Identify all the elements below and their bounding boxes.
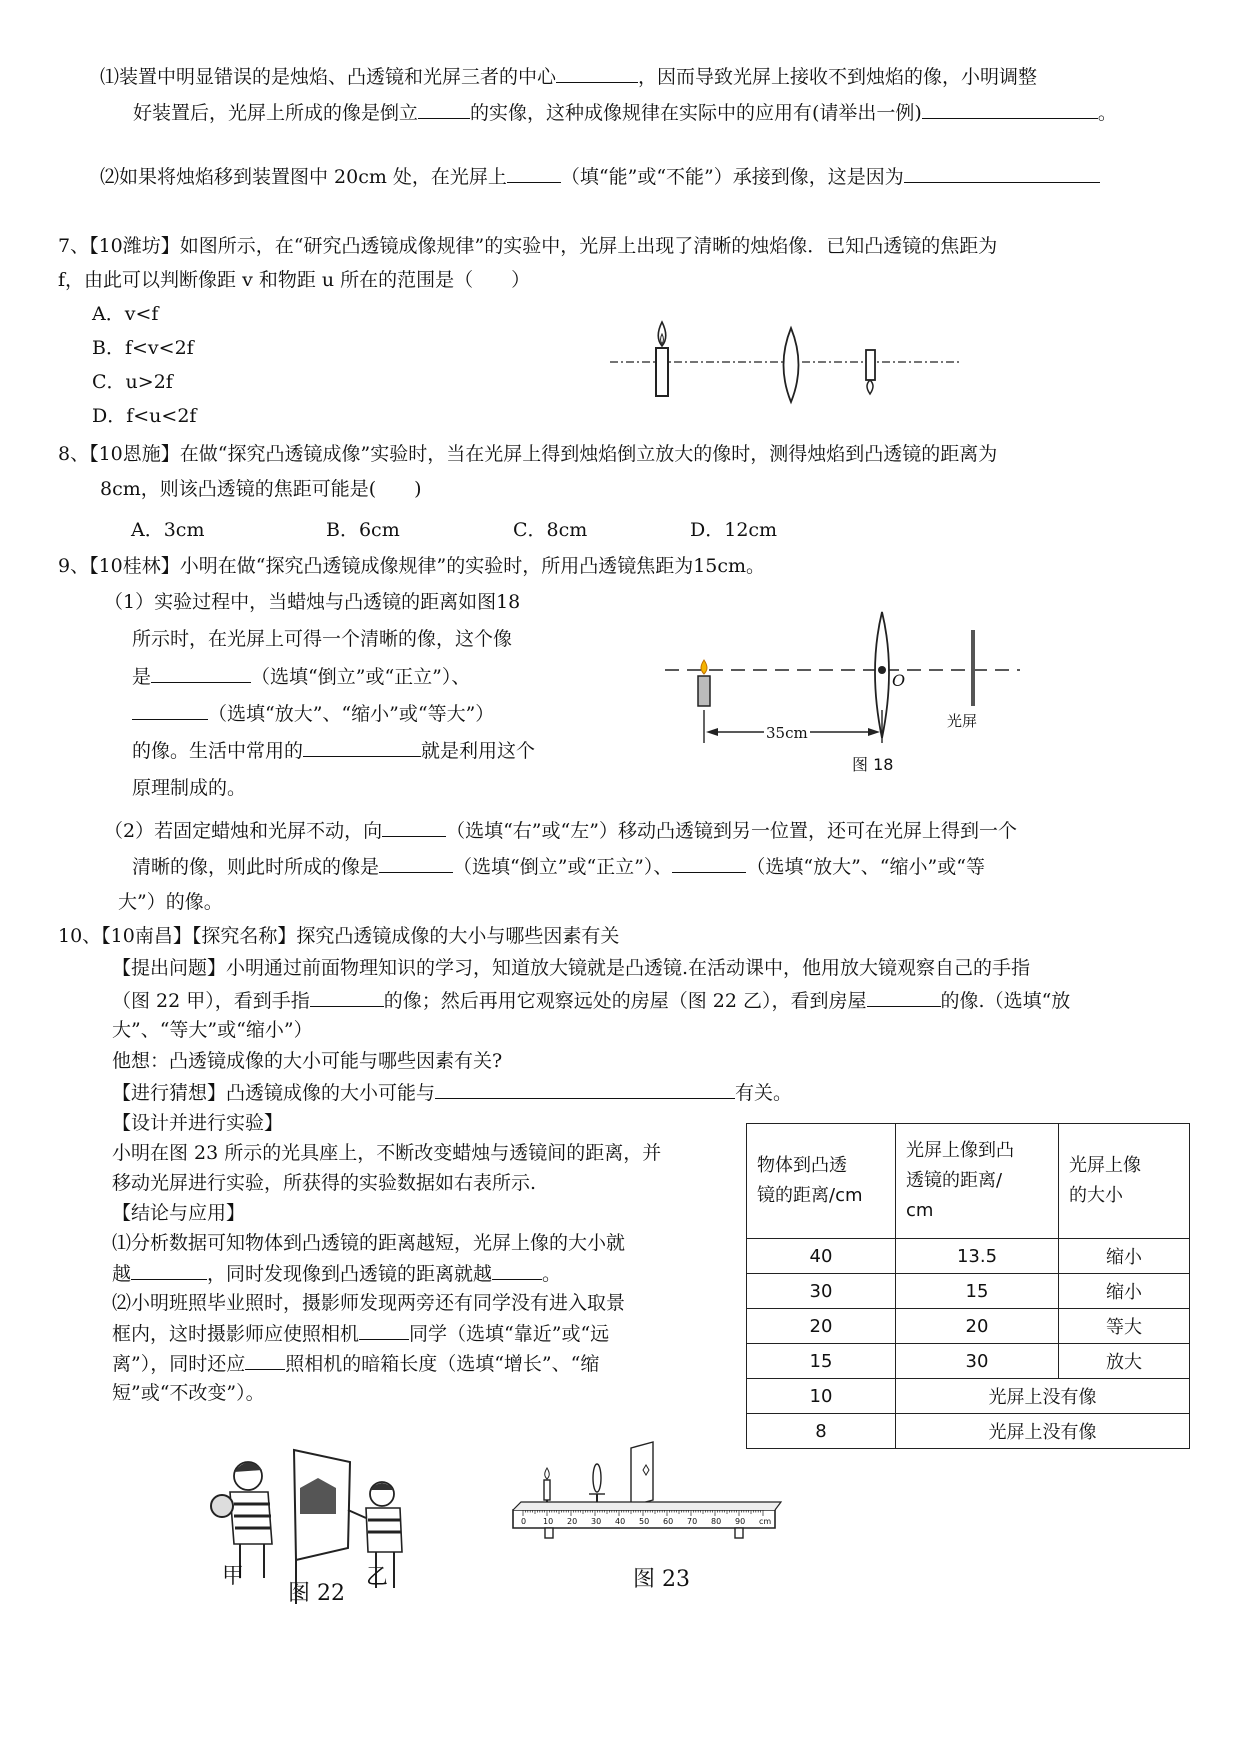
q10-conclusion1-line1: ⑴分析数据可知物体到凸透镜的距离越短，光屏上像的大小就 <box>112 1232 626 1254</box>
q9-part1-line1: （1）实验过程中，当蜡烛与凸透镜的距离如图18 <box>104 591 521 613</box>
q6-part1-line1: ⑴装置中明显错误的是烛焰、凸透镜和光屏三者的中心 ，因而导致光屏上接收不到烛焰的像，小明调整 <box>100 66 1038 88</box>
figure-22-label-yi: 乙 <box>366 1565 389 1590</box>
table-header-object-distance: 物体到凸透 镜的距离/cm <box>747 1124 896 1239</box>
q10-guess: 【进行猜想】凸透镜成像的大小可能与 有关。 <box>112 1082 793 1104</box>
q9-part1-line6: 原理制成的。 <box>132 777 247 799</box>
blank[interactable] <box>922 100 1098 119</box>
blank[interactable] <box>435 1080 735 1099</box>
q9-part2-line1: （2）若固定蜡烛和光屏不动，向 （选填“右”或“左”）移动凸透镜到另一位置，还可在光屏上得到一个 <box>104 820 1017 842</box>
inverted-image-icon <box>866 350 875 394</box>
q9-stem: 9、【10桂林】小明在做“探究凸透镜成像规律”的实验时，所用凸透镜焦距为15cm。 <box>58 555 766 577</box>
blank[interactable] <box>132 701 208 720</box>
scale-label: 60 <box>663 1517 674 1526</box>
q7-stem-line2: f，由此可以判断像距 v 和物距 u 所在的范围是（ ） <box>58 269 531 291</box>
q8-stem-line1: 8、【10恩施】在做“探究凸透镜成像”实验时，当在光屏上得到烛焰倒立放大的像时，测得烛焰到凸透镜的距离为 <box>58 443 998 465</box>
blank[interactable] <box>867 988 941 1007</box>
q9-part1-line3: 是 （选填“倒立”或“正立”）、 <box>132 666 471 688</box>
q10-stem: 10、【10南昌】【探究名称】探究凸透镜成像的大小与哪些因素有关 <box>58 925 620 947</box>
blank[interactable] <box>382 818 446 837</box>
blank[interactable] <box>904 164 1100 183</box>
q7-option-b[interactable]: B．f<v<2f <box>92 337 194 359</box>
blank[interactable] <box>507 164 561 183</box>
bench-foot <box>545 1528 553 1538</box>
scale-label: 70 <box>687 1517 698 1526</box>
q10-experiment-line1: 小明在图 23 所示的光具座上，不断改变蜡烛与透镜间的距离，并 <box>112 1142 662 1164</box>
q10-conclusion2-line4: 短”或“不改变”）。 <box>112 1382 265 1404</box>
distance-label: 35cm <box>766 724 808 742</box>
scale-label: 10 <box>543 1517 554 1526</box>
q6-part2: ⑵如果将烛焰移到装置图中 20cm 处，在光屏上 （填“能”或“不能”）承接到像，这是因为 <box>100 164 1100 189</box>
blank[interactable] <box>418 100 470 119</box>
blank[interactable] <box>310 988 384 1007</box>
q10-conclusion2-line1: ⑵小明班照毕业照时，摄影师发现两旁还有同学没有进入取景 <box>112 1292 626 1314</box>
optical-center <box>878 666 886 674</box>
q7-option-a[interactable]: A．v<f <box>92 303 159 325</box>
q9-part1-line2: 所示时，在光屏上可得一个清晰的像，这个像 <box>132 628 513 650</box>
scale-label: 50 <box>639 1517 650 1526</box>
q10-question-line3: 大”、“等大”或“缩小”） <box>112 1019 313 1041</box>
q9-part1-line5: 的像。生活中常用的 就是利用这个 <box>132 740 536 762</box>
blank[interactable] <box>379 854 453 873</box>
table-header-image-size: 光屏上像 的大小 <box>1059 1124 1190 1239</box>
q8-stem-line2: 8cm，则该凸透镜的焦距可能是( ) <box>100 478 422 500</box>
table-row: 20 20 等大 <box>747 1309 1190 1344</box>
table-header-row <box>747 1124 1190 1239</box>
candle-icon <box>698 660 710 706</box>
table-row: 30 15 缩小 <box>747 1274 1190 1309</box>
experiment-data-table <box>746 1123 1190 1449</box>
q10-question-line2: （图 22 甲），看到手指 的像；然后再用它观察远处的房屋（图 22 乙），看到房屋 的像.（选填“放 <box>112 990 1071 1012</box>
scale-label: 40 <box>615 1517 626 1526</box>
screen-label: 光屏 <box>947 712 978 730</box>
q7-stem-line1: 7、【10潍坊】如图所示，在“研究凸透镜成像规律”的实验中，光屏上出现了清晰的烛焰像．已知凸透镜的焦距为 <box>58 235 998 257</box>
candle-icon <box>656 322 668 396</box>
q9-part2-line2: 清晰的像，则此时所成的像是 （选填“倒立”或“正立”）、 （选填“放大”、“缩小”或“等 <box>132 856 985 878</box>
arrow-right-icon <box>868 728 880 736</box>
figure-23-optical-bench <box>505 1440 785 1550</box>
figure-18 <box>660 600 1040 780</box>
optical-center-label: O <box>892 671 906 690</box>
arrow-left-icon <box>706 728 718 736</box>
q8-option-c[interactable]: C．8cm <box>513 519 588 541</box>
blank[interactable] <box>359 1321 409 1340</box>
bench-foot <box>735 1528 743 1538</box>
q8-option-b[interactable]: B．6cm <box>326 519 400 541</box>
table-row: 15 30 放大 <box>747 1344 1190 1379</box>
blank[interactable] <box>556 64 638 83</box>
q10-experiment-line2: 移动光屏进行实验，所获得的实验数据如右表所示. <box>112 1172 537 1194</box>
q10-conclusion1-line2: 越 ，同时发现像到凸透镜的距离就越 。 <box>112 1263 562 1285</box>
figure-23-caption: 图 23 <box>633 1567 690 1592</box>
q8-option-d[interactable]: D．12cm <box>690 519 778 541</box>
q10-conclusion-heading: 【结论与应用】 <box>112 1202 246 1224</box>
scale-label: 90 <box>735 1517 746 1526</box>
scale-label: 80 <box>711 1517 722 1526</box>
q9-part2-line3: 大”）的像。 <box>118 891 223 913</box>
q6-part1-line2: 好装置后，光屏上所成的像是倒立 的实像，这种成像规律在实际中的应用有(请举出一例) 。 <box>133 102 1117 124</box>
q10-question-line1: 【提出问题】小明通过前面物理知识的学习，知道放大镜就是凸透镜.在活动课中，他用放大镜观察自己的手指 <box>112 957 1031 979</box>
table-row: 40 13.5 缩小 <box>747 1239 1190 1274</box>
blank[interactable] <box>492 1261 542 1280</box>
scale-label: cm <box>759 1517 772 1526</box>
scale-label: 30 <box>591 1517 602 1526</box>
q7-lens-figure <box>600 310 970 410</box>
convex-lens-icon <box>784 328 799 402</box>
figure-caption: 图 18 <box>852 755 894 774</box>
scale-label: 0 <box>521 1517 527 1526</box>
blank[interactable] <box>131 1261 207 1280</box>
blank[interactable] <box>303 738 421 757</box>
blank[interactable] <box>245 1351 285 1370</box>
q10-conclusion2-line3: 离”），同时还应 照相机的暗箱长度（选填“增长”、“缩 <box>112 1353 600 1375</box>
q10-question-line4: 他想：凸透镜成像的大小可能与哪些因素有关? <box>112 1050 503 1072</box>
blank[interactable] <box>672 854 746 873</box>
q8-option-a[interactable]: A．3cm <box>131 519 205 541</box>
boy-with-magnifier-icon <box>211 1462 272 1578</box>
q7-option-c[interactable]: C．u>2f <box>92 371 173 393</box>
q9-part1-line4: （选填“放大”、“缩小”或“等大”） <box>132 701 494 726</box>
q10-conclusion2-line2: 框内，这时摄影师应使照相机 同学（选填“靠近”或“远 <box>112 1323 610 1345</box>
table-row: 8 光屏上没有像 <box>747 1414 1190 1449</box>
figure-22-label-jia: 甲 <box>222 1564 245 1589</box>
q7-option-d[interactable]: D．f<u<2f <box>92 405 197 427</box>
table-row: 10 光屏上没有像 <box>747 1379 1190 1414</box>
blank[interactable] <box>151 664 251 683</box>
figure-22-caption: 图 22 <box>288 1581 345 1606</box>
bench-top <box>513 1502 781 1510</box>
q10-design-heading: 【设计并进行实验】 <box>112 1112 284 1134</box>
scale-label: 20 <box>567 1517 578 1526</box>
table-header-image-distance: 光屏上像到凸 透镜的距离/ cm <box>896 1124 1059 1239</box>
